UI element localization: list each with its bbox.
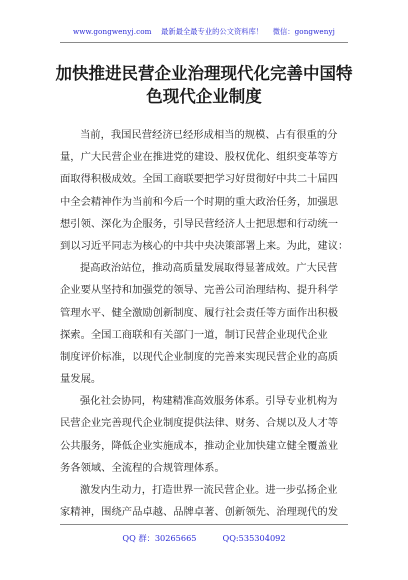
paragraph-line: 企业要从坚持和加强党的领导、完善公司治理结构、提升科学 <box>60 284 339 297</box>
paragraph-line: 务各领域、全流程的合规管理体系。 <box>60 461 225 474</box>
page-footer <box>0 533 408 544</box>
paragraph-line: 管理水平、健全激励创新制度、履行社会责任等方面作出积极 <box>60 306 339 319</box>
paragraph-line: 强化社会协同，构建精准高效服务体系。引导专业机构为 <box>80 395 338 408</box>
paragraph <box>60 390 356 479</box>
paragraph-line: 激发内生动力，打造世界一流民营企业。进一步弘扬企业 <box>80 484 338 496</box>
header-divider <box>60 42 348 43</box>
site-url[interactable]: www.gongwenyj.com <box>73 27 152 36</box>
wechat-id: 微信：gongwenyj <box>272 27 335 36</box>
paragraph-line: 探索。全国工商联和有关部门一道，制订民营企业现代企业 <box>60 328 328 341</box>
document-title <box>30 62 378 108</box>
paragraph-line: 民营企业完善现代企业制度提供法律、财务、合规以及人才等 <box>60 417 339 430</box>
document-body <box>60 124 356 523</box>
paragraph <box>60 257 356 390</box>
qq-group: QQ 群：30265665 <box>122 533 197 543</box>
paragraph-line: 到以习近平同志为核心的中共中央决策部署上来。为此，建议： <box>60 239 349 252</box>
paragraph-line: 想引领、深化为企服务，引导民营经济人士把思想和行动统一 <box>60 217 339 230</box>
paragraph-line: 量，广大民营企业在推进党的建设、股权优化、组织变革等方 <box>60 151 339 164</box>
qq-contact: QQ:535304092 <box>222 533 286 543</box>
title-line-2: 色现代企业制度 <box>146 87 262 106</box>
footer-divider <box>60 524 348 525</box>
paragraph-line: 当前，我国民营经济已经形成相当的规模、占有很重的分 <box>80 129 338 141</box>
paragraph <box>60 124 356 257</box>
paragraph-line: 中全会精神作为当前和今后一个时期的重大政治任务，加强思 <box>60 195 339 208</box>
paragraph-line: 制度评价标准，以现代企业制度的完善来实现民营企业的高质 <box>60 350 339 363</box>
paragraph-line: 面取得积极成效。全国工商联要把学习好贯彻好中共二十届四 <box>60 173 339 186</box>
paragraph-line: 量发展。 <box>60 373 102 386</box>
paragraph <box>60 479 356 523</box>
page-header <box>0 27 408 37</box>
title-line-1: 加快推进民营企业治理现代化完善中国特 <box>55 64 353 83</box>
paragraph-line: 家精神，围绕产品卓越、品牌卓著、创新领先、治理现代的发 <box>60 506 339 519</box>
paragraph-line: 公共服务，降低企业实施成本，推动企业加快建立健全覆盖业 <box>60 439 339 452</box>
site-slogan: 最新最全最专业的公文资料库！ <box>161 27 264 36</box>
paragraph-line: 提高政治站位，推动高质量发展取得显著成效。广大民营 <box>80 262 338 275</box>
